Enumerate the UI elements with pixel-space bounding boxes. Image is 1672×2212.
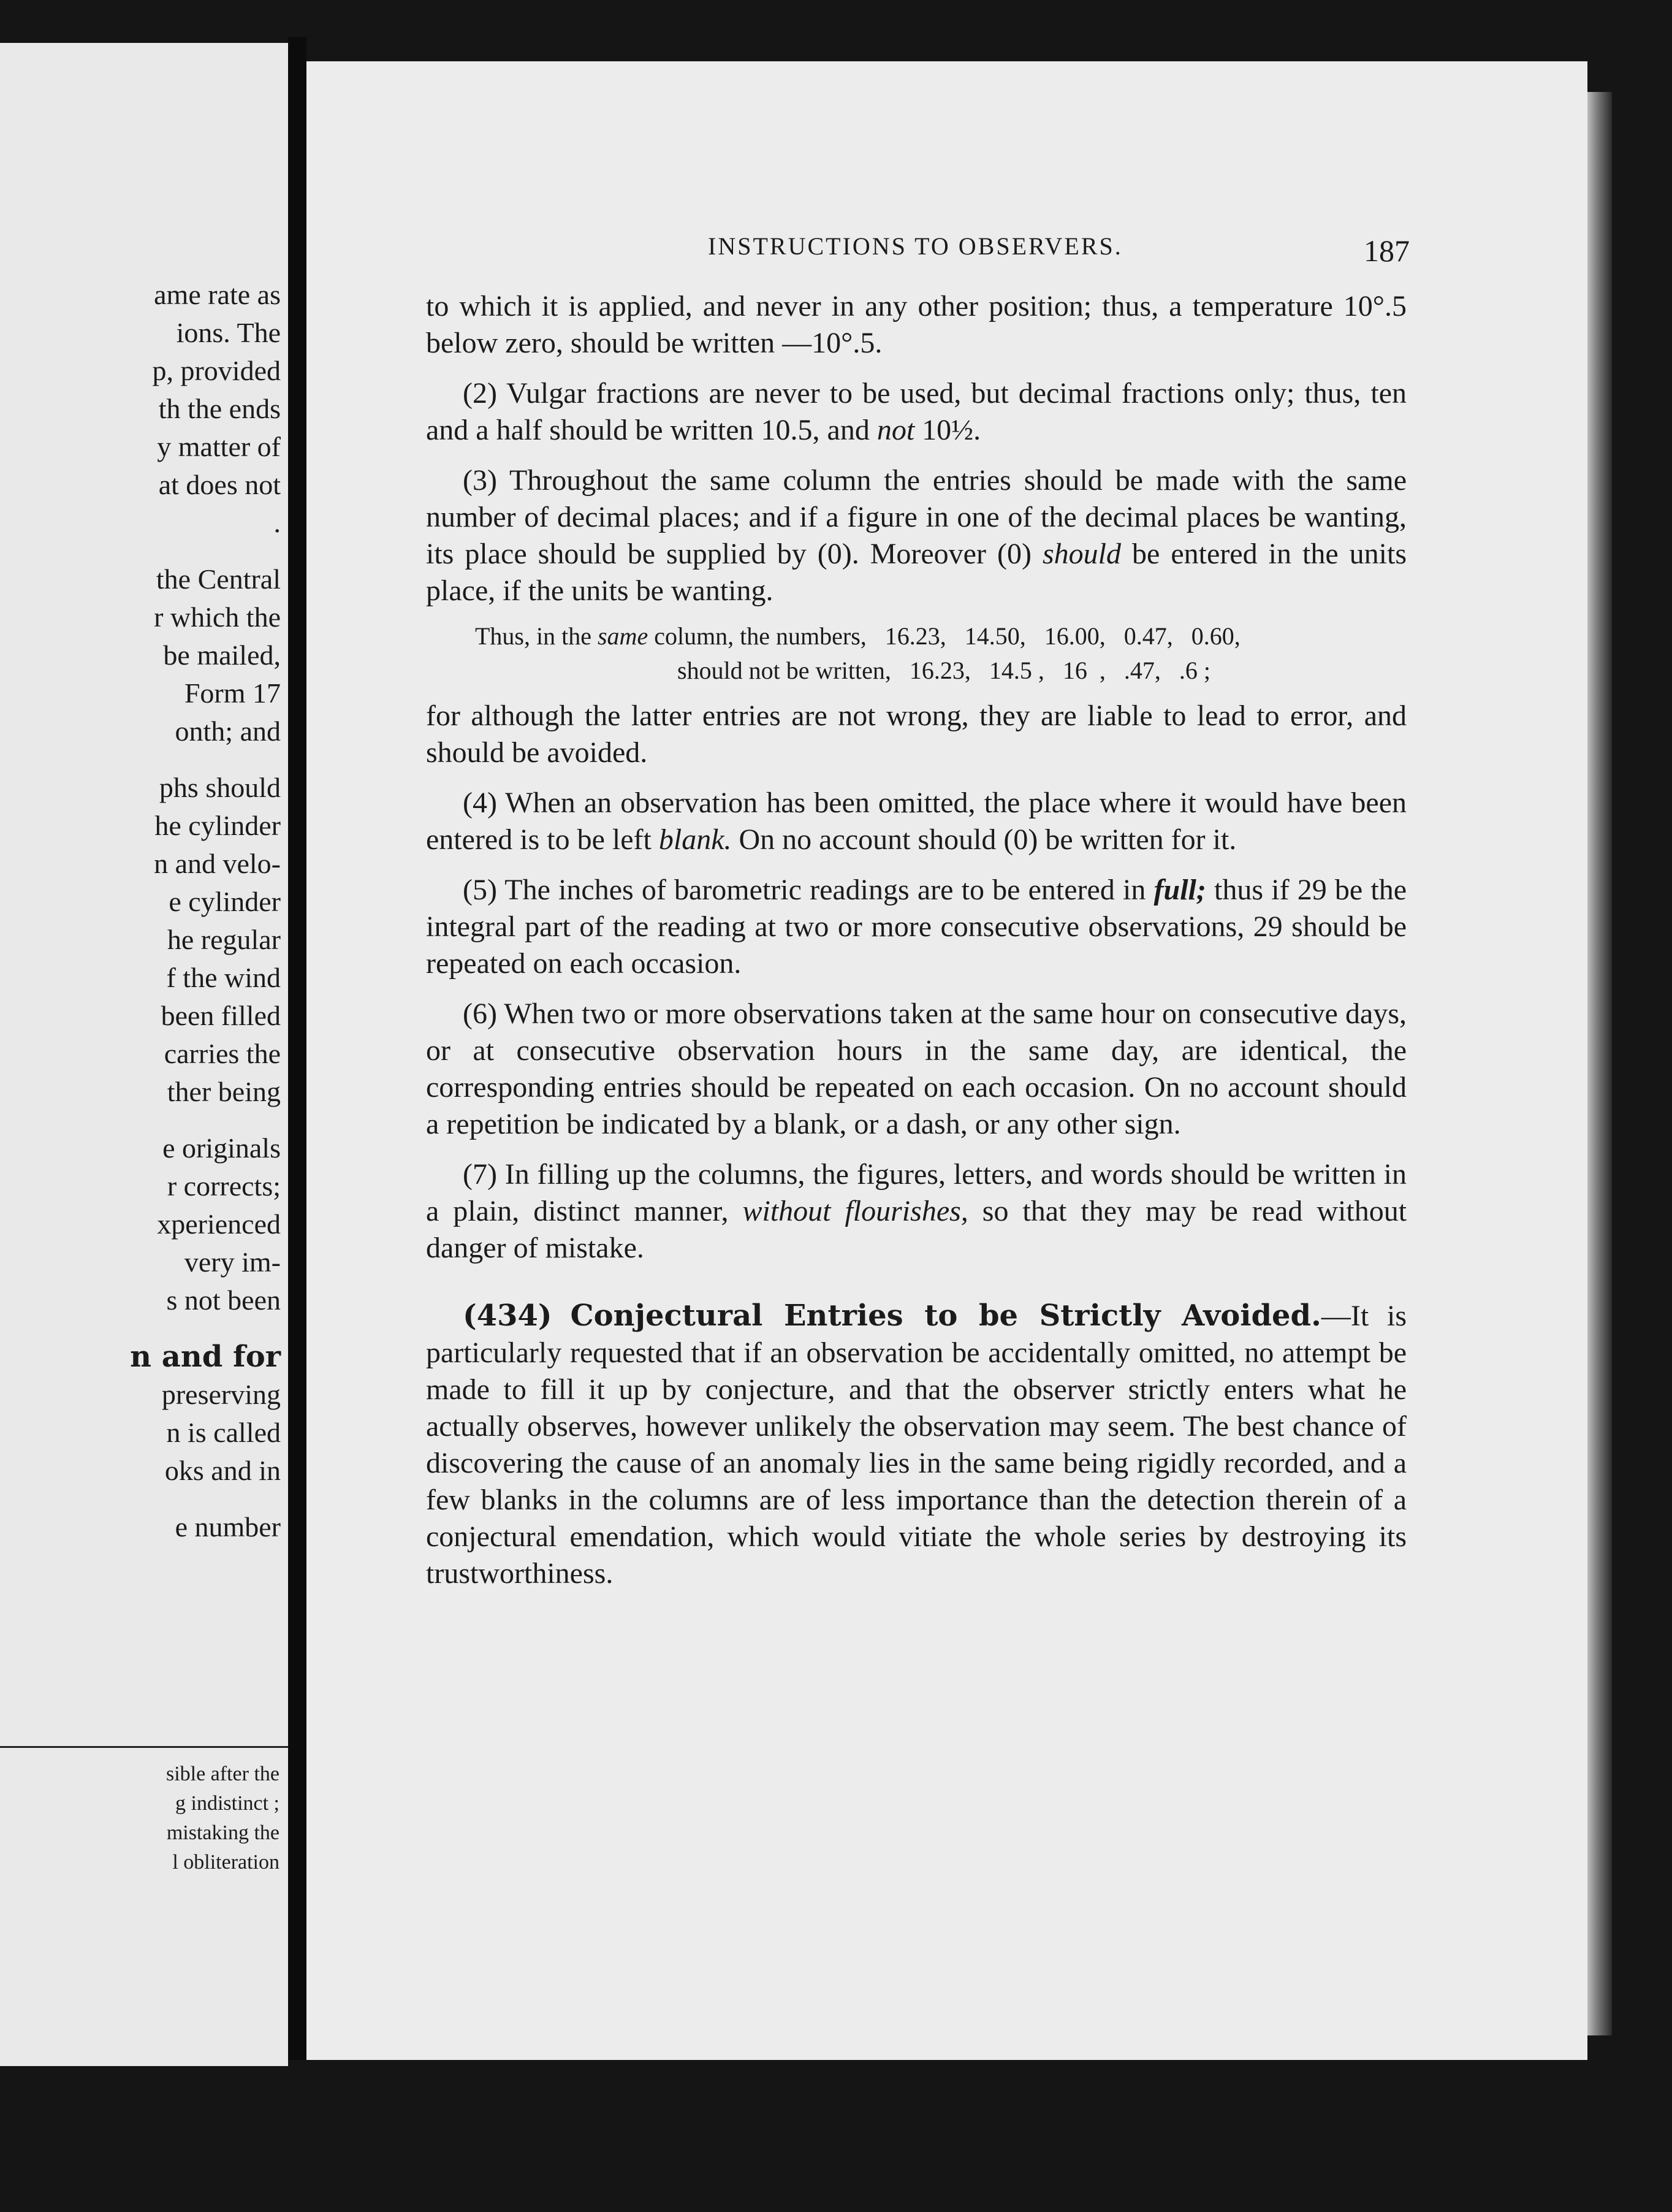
left-page-line: e originals: [162, 1132, 281, 1164]
left-page-line: [130, 750, 281, 769]
left-page-footnote-line: g indistinct ;: [175, 1792, 279, 1815]
left-page-line: [130, 1490, 281, 1508]
left-page-line: phs should: [159, 772, 281, 803]
paragraph-5-text: (5) The inches of barometric readings are to be entered in: [463, 874, 1146, 906]
paragraph-7-text-end: so that they may be read without danger of mistake.: [426, 1195, 1407, 1264]
left-page-line: y matter of: [157, 431, 281, 462]
paragraph-7-text: (7) In filling up the columns, the figures, letters, and words should be written in a plain, distinct manner,: [426, 1158, 1407, 1227]
left-page-line: [130, 1319, 281, 1338]
left-page-line: th the ends: [158, 393, 281, 424]
left-page-footnote-line: sible after the: [165, 1763, 279, 1785]
left-page-line: the Central: [156, 563, 281, 595]
left-page-line: [130, 1111, 281, 1129]
left-page-line: ions. The: [176, 317, 281, 348]
paragraph-2: [426, 375, 1407, 449]
paragraph-1: to which it is applied, and never in any other position; thus, a temperature 10°.5 below zero, should be written —10°.5.: [426, 290, 1407, 359]
left-page-line: n is called: [166, 1417, 281, 1448]
left-page-line: ame rate as: [154, 279, 281, 310]
left-page-line: xperienced: [157, 1208, 281, 1240]
paragraph-3-continued: for although the latter entries are not wrong, they are liable to lead to error, and should be avoided.: [426, 700, 1407, 769]
left-page-line: be mailed,: [163, 639, 281, 671]
left-page-line: s not been: [166, 1284, 281, 1316]
left-page-line: n and for: [130, 1340, 281, 1374]
left-page-line: onth; and: [175, 715, 281, 747]
left-page-line: he cylinder: [154, 810, 281, 841]
paragraph-3-emphasis: should: [1043, 538, 1122, 570]
left-page-footnote-line: l obliteration: [172, 1851, 279, 1874]
example-line-1-values: column, the numbers, 16.23, 14.50, 16.00, 0.47, 0.60,: [654, 622, 1241, 650]
left-page-fragment: [0, 43, 288, 2066]
paragraph-3-text-end: be entered in the units place, if the units be wanting.: [426, 538, 1407, 607]
paragraph-7-emphasis: without flourishes,: [742, 1195, 968, 1227]
example-line-2: should not be written, 16.23, 14.5 , 16 , .47, .6 ;: [677, 657, 1210, 684]
paragraph-5: [426, 872, 1407, 982]
left-page-line: e cylinder: [169, 886, 281, 917]
book-gutter: [288, 37, 306, 2060]
left-page-line: r which the: [154, 601, 281, 633]
section-number: (434): [463, 1299, 552, 1333]
left-page-line: been filled: [161, 1000, 281, 1031]
section-434: [426, 1297, 1407, 1592]
left-page-line: r corrects;: [167, 1170, 281, 1202]
left-page-line: f the wind: [166, 962, 281, 993]
footnote-rule: [0, 1746, 288, 1748]
page-edge-shadow: [1587, 92, 1612, 2035]
paragraph-3: [426, 462, 1407, 609]
left-page-line: .: [273, 507, 281, 538]
decimal-example: [426, 619, 1407, 688]
paragraph-4-emphasis: blank.: [658, 823, 732, 856]
paragraph-2-text: (2) Vulgar fractions are never to be used, but decimal fractions only; thus, ten and a half should be written 10.5, and: [426, 377, 1407, 446]
left-page-line: e number: [175, 1511, 281, 1543]
left-page-footnote-line: mistaking the: [166, 1821, 279, 1844]
left-page-line: p, provided: [152, 355, 281, 386]
left-page-line: oks and in: [164, 1455, 281, 1486]
left-page-line: at does not: [158, 469, 281, 500]
left-page-line: carries the: [164, 1038, 281, 1069]
left-page-line: very im-: [184, 1246, 281, 1278]
paragraph-5-emphasis: full;: [1153, 874, 1206, 906]
running-header: INSTRUCTIONS TO OBSERVERS.: [708, 232, 1123, 260]
paragraph-2-emphasis: not: [876, 414, 915, 446]
left-page-line: n and velo-: [154, 848, 281, 879]
left-page-line: preserving: [161, 1379, 281, 1410]
left-page-text: [130, 276, 281, 1546]
paragraph-7: [426, 1156, 1407, 1267]
page-number: 187: [1364, 234, 1410, 268]
paragraph-3-text: (3) Throughout the same column the entries should be made with the same number of decimal places; and if a figure in one of the decimal places be wanting, its place should be supplied by (0). Moreover (0): [426, 464, 1407, 570]
paragraph-4: [426, 785, 1407, 858]
paragraph-5-text-end: thus if 29 be the integral part of the reading at two or more consecutive observations, 29 should be repeated on each occasion.: [426, 874, 1407, 980]
paragraph-6: (6) When two or more observations taken at the same hour on consecutive days, or at consecutive observation hours in the same day, are identical, the corresponding entries should be repeated on each occasion. On no account should a repetition be indicated by a blank, or a dash, or any other sign.: [426, 997, 1407, 1140]
left-page-line: [130, 542, 281, 560]
paragraph-4-text-end: On no account should (0) be written for it.: [739, 823, 1237, 856]
left-page-footnotes: [166, 1760, 279, 1877]
left-page-line: ther being: [167, 1076, 281, 1107]
paragraph-2-text-end: 10½.: [922, 414, 981, 446]
section-title: Conjectural Entries to be Strictly Avoided.: [570, 1299, 1321, 1333]
example-line-1-emphasis: same: [597, 622, 648, 650]
section-text: —It is particularly requested that if an observation be accidentally omitted, no attempt be made to fill it up by conjecture, and that the observer strictly enters what he actually observes, however unlikely the observation may seem. The best chance of discovering the cause of an anomaly lies in the same being rigidly recorded, and a few blanks in the columns are of less importance than the detection therein of a conjectural emendation, which would vitiate the whole series by destroying its trustworthiness.: [426, 1300, 1407, 1590]
example-line-1: [475, 619, 1407, 654]
left-page-line: Form 17: [184, 677, 281, 709]
page-body: [426, 288, 1407, 1606]
paragraph-4-text: (4) When an observation has been omitted, the place where it would have been entered is to be left: [426, 787, 1407, 856]
example-line-1-start: Thus, in the: [475, 622, 591, 650]
left-page-line: he regular: [167, 924, 281, 955]
